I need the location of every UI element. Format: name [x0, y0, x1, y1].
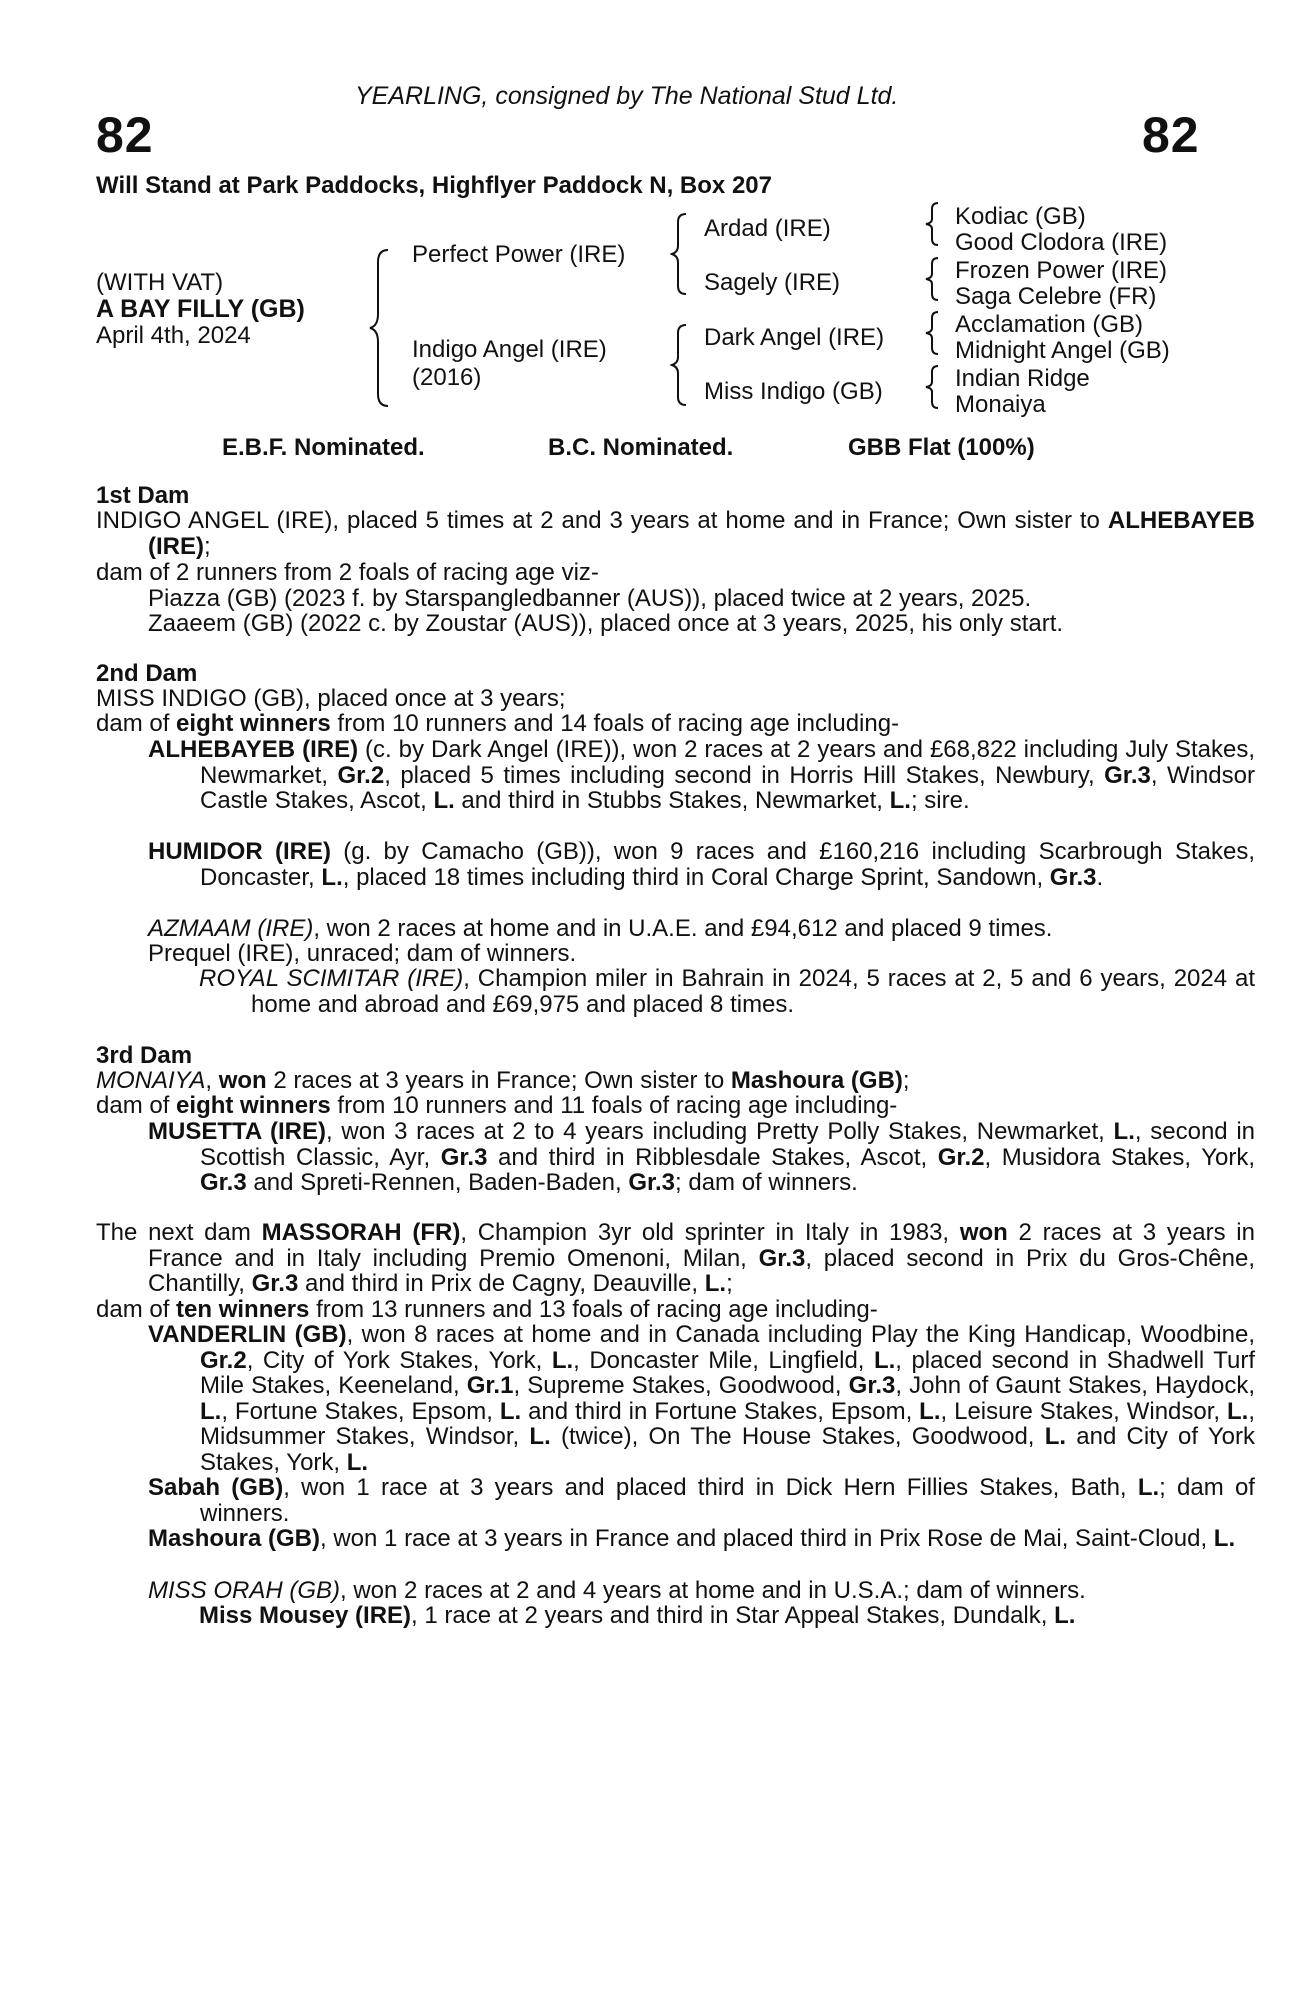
pedigree-gen2: Dark Angel (IRE) — [704, 324, 885, 351]
third-dam-dam-of: dam of eight winners from 10 runners and 11 foals of racing age including- — [96, 1092, 898, 1119]
pedigree-gen3: Kodiac (GB) — [955, 203, 1086, 230]
pedigree-gen3: Good Clodora (IRE) — [955, 229, 1168, 256]
pedigree-gen2: Ardad (IRE) — [704, 215, 831, 242]
gbb-flat: GBB Flat (100%) — [848, 434, 1035, 461]
pedigree-dam: Indigo Angel (IRE) — [412, 336, 607, 363]
pedigree-brace-g3-1 — [924, 201, 940, 247]
pedigree-sire: Perfect Power (IRE) — [412, 241, 626, 268]
bc-nomination: B.C. Nominated. — [548, 434, 734, 461]
progeny-alhebayeb: ALHEBAYEB (IRE) (c. by Dark Angel (IRE)), won 2 races at 2 years and £68,822 including July Stakes, Newmarket, Gr.2, placed 5 times including second in Horris Hill Stakes, Newbury, Gr.3, Windsor Castle Stakes, Ascot, L. and third in Stubbs Stakes, Newmarket, L.; sire. — [148, 736, 1255, 814]
pedigree-gen3: Saga Celebre (FR) — [955, 283, 1157, 310]
progeny-prequel: Prequel (IRE), unraced; dam of winners. — [148, 940, 577, 967]
first-dam-dam-of: dam of 2 runners from 2 foals of racing age viz- — [96, 559, 599, 586]
progeny-azmaam: AZMAAM (IRE), won 2 races at home and in U.A.E. and £94,612 and placed 9 times. — [148, 915, 1053, 942]
pedigree-gen3: Midnight Angel (GB) — [955, 337, 1170, 364]
progeny-musetta: MUSETTA (IRE), won 3 races at 2 to 4 years including Pretty Polly Stakes, Newmarket, L., second in Scottish Classic, Ayr, Gr.3 and third in Ribblesdale Stakes, Ascot, Gr.2, Musidora Stakes, York, Gr.3 and Spreti-Rennen, Baden-Baden, Gr.3; dam of winners. — [148, 1118, 1256, 1196]
next-dam-paragraph: The next dam MASSORAH (FR), Champion 3yr old sprinter in Italy in 1983, won 2 races at 3 years in France and in Italy including Premio Omenoni, Milan, Gr.3, placed second in Prix du Gros-Chêne, Chantilly, Gr.3 and third in Prix de Cagny, Deauville, L.; — [96, 1219, 1256, 1297]
lot-number-right: 82 — [1142, 107, 1200, 163]
progeny-vanderlin: VANDERLIN (GB), won 8 races at home and in Canada including Play the King Handicap, Woodbine, Gr.2, City of York Stakes, York, L., Doncaster Mile, Lingfield, L., placed second in Shadwell Turf Mile Stakes, Keeneland, Gr.1, Supreme Stakes, Goodwood, Gr.3, John of Gaunt Stakes, Haydock, L., Fortune Stakes, Epsom, L. and third in Fortune Stakes, Epsom, L., Leisure Stakes, Windsor, L., Midsummer Stakes, Windsor, L. (twice), On The House Stakes, Goodwood, L. and City of York Stakes, York, L. — [148, 1321, 1256, 1476]
progeny-miss-orah: MISS ORAH (GB), won 2 races at 2 and 4 years at home and in U.S.A.; dam of winners. — [148, 1577, 1086, 1604]
first-dam-progeny: Piazza (GB) (2023 f. by Starspangledbanner (AUS)), placed twice at 2 years, 2025. — [148, 585, 1032, 612]
pedigree-gen3: Monaiya — [955, 391, 1046, 418]
consignment-subtitle: YEARLING, consigned by The National Stud Ltd. — [355, 82, 899, 110]
next-dam-dam-of: dam of ten winners from 13 runners and 13 foals of racing age including- — [96, 1296, 878, 1323]
first-dam-progeny: Zaaeem (GB) (2022 c. by Zoustar (AUS)), placed once at 3 years, 2025, his only start. — [148, 610, 1064, 637]
date-of-birth: April 4th, 2024 — [96, 322, 251, 349]
pedigree-brace-sire — [670, 212, 688, 296]
second-dam-dam-of: dam of eight winners from 10 runners and 14 foals of racing age including- — [96, 710, 900, 737]
ebf-nomination: E.B.F. Nominated. — [222, 434, 425, 461]
pedigree-dam-year: (2016) — [412, 364, 482, 391]
pedigree-brace-g3-2 — [924, 256, 940, 302]
second-dam-name: MISS INDIGO (GB), placed once at 3 years; — [96, 685, 566, 712]
horse-name: A BAY FILLY (GB) — [96, 295, 305, 323]
first-dam-heading: 1st Dam — [96, 482, 190, 509]
pedigree-gen3: Frozen Power (IRE) — [955, 257, 1168, 284]
progeny-miss-mousey: Miss Mousey (IRE), 1 race at 2 years and third in Star Appeal Stakes, Dundalk, L. — [199, 1602, 1076, 1629]
lot-number-left: 82 — [96, 107, 154, 163]
pedigree-brace-g3-3 — [924, 310, 940, 356]
pedigree-brace-g3-4 — [924, 364, 940, 410]
progeny-royal-scimitar: ROYAL SCIMITAR (IRE), Champion miler in Bahrain in 2024, 5 races at 2, 5 and 6 years, 2024 at home and abroad and £69,975 and placed 8 times. — [199, 965, 1255, 1018]
progeny-mashoura: Mashoura (GB), won 1 race at 3 years in France and placed third in Prix Rose de Mai, Saint-Cloud, L. — [148, 1525, 1236, 1552]
pedigree-brace-main — [368, 248, 390, 408]
stand-location: Will Stand at Park Paddocks, Highflyer Paddock N, Box 207 — [96, 172, 772, 199]
third-dam-name: MONAIYA, won 2 races at 3 years in France; Own sister to Mashoura (GB); — [96, 1067, 910, 1094]
pedigree-gen2: Miss Indigo (GB) — [704, 378, 883, 405]
pedigree-gen3: Acclamation (GB) — [955, 311, 1144, 338]
progeny-sabah: Sabah (GB), won 1 race at 3 years and placed third in Dick Hern Fillies Stakes, Bath, L.; dam of winners. — [148, 1474, 1255, 1527]
pedigree-gen3: Indian Ridge — [955, 365, 1090, 392]
first-dam-paragraph: INDIGO ANGEL (IRE), placed 5 times at 2 and 3 years at home and in France; Own sister to ALHEBAYEB (IRE); — [96, 507, 1256, 560]
progeny-humidor: HUMIDOR (IRE) (g. by Camacho (GB)), won 9 races and £160,216 including Scarbrough Stakes, Doncaster, L., placed 18 times including third in Coral Charge Sprint, Sandown, Gr.3. — [148, 838, 1255, 891]
third-dam-heading: 3rd Dam — [96, 1042, 193, 1069]
pedigree-brace-dam — [670, 323, 688, 407]
pedigree-gen2: Sagely (IRE) — [704, 269, 841, 296]
second-dam-heading: 2nd Dam — [96, 660, 198, 687]
vat-label: (WITH VAT) — [96, 269, 224, 296]
